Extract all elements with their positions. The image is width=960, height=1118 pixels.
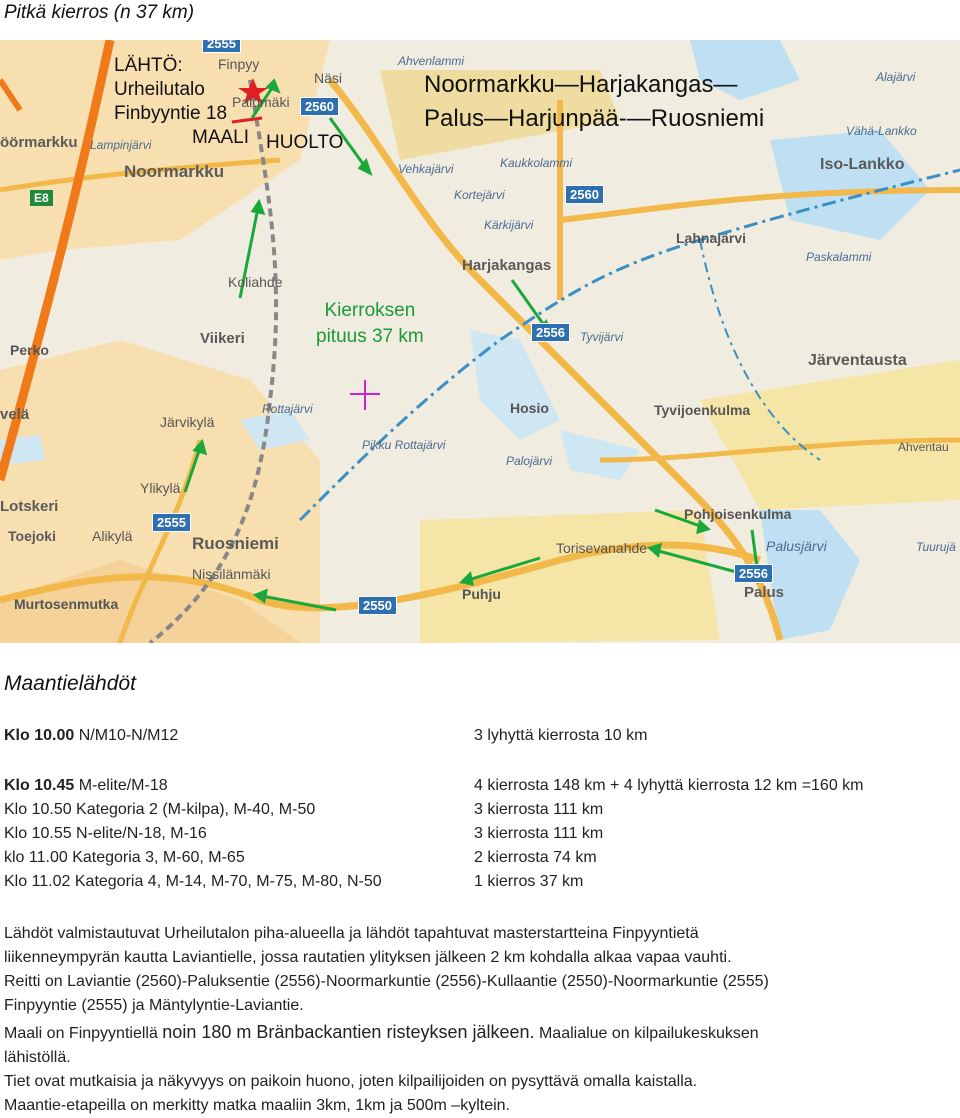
- road-shield-2555: 2555: [152, 513, 191, 532]
- schedule-class: M-elite/M-18: [74, 777, 168, 794]
- paragraph-line: Finpyyntie (2555) ja Mäntylyntie-Laviantie.: [4, 997, 304, 1014]
- place-alikyla: Alikylä: [92, 528, 133, 544]
- service-label: HUOLTO: [266, 132, 344, 153]
- place-finpyy: Finpyy: [218, 56, 260, 72]
- start-label-line3: Finbyyntie 18: [114, 103, 228, 124]
- route-title-line2: Palus—Harjunpää-—Ruosniemi: [424, 105, 765, 132]
- place-tuurujarvi: Tuurujä: [916, 540, 956, 554]
- schedule-distance: 2 kierrosta 74 km: [474, 849, 597, 866]
- schedule-row: [4, 801, 315, 819]
- schedule-time: Klo 10.50: [4, 801, 72, 818]
- place-lahnajarvi: Lahnajärvi: [676, 230, 747, 246]
- paragraph-line: Reitti on Laviantie (2560)-Paluksentie (2556)-Noormarkuntie (2556)-Kullaantie (2550)-Noormarkuntie (2555): [4, 973, 769, 990]
- place-karkijarvi: Kärkijärvi: [484, 218, 534, 232]
- place-jarventausta: Järventausta: [808, 352, 907, 369]
- place-torisevanahde: Torisevanahde: [556, 540, 648, 556]
- lap-length-line1: Kierroksen: [324, 300, 416, 321]
- place-pohjoisenkulma: Pohjoisenkulma: [684, 506, 792, 522]
- route-title: [424, 68, 764, 136]
- place-iso-lankko: Iso-Lankko: [820, 156, 905, 173]
- schedule-distance: 1 kierros 37 km: [474, 873, 584, 890]
- place-noormarkku: Noormarkku: [124, 162, 225, 181]
- place-lampinjarvi: Lampinjärvi: [90, 138, 152, 152]
- schedule-class: Kategoria 2 (M-kilpa), M-40, M-50: [71, 801, 316, 818]
- lap-length-line2: pituus 37 km: [316, 326, 424, 347]
- place-nissilanmaki: Nissilänmäki: [192, 566, 271, 582]
- place-palomaki: Palomäki: [232, 94, 290, 110]
- paragraph-line: Tiet ovat mutkaisia ja näkyvyys on paikoin huono, joten kilpailijoiden on pysyttävä omalla kaistalla.: [4, 1073, 698, 1090]
- start-label-line1: LÄHTÖ:: [114, 55, 183, 76]
- finish-text-2: noin 180 m Bränbackantien risteyksen jälkeen.: [162, 1022, 535, 1042]
- place-alajarvi: Alajärvi: [876, 70, 916, 84]
- road-shield-2560: 2560: [300, 97, 339, 116]
- place-vaha-lankko: Vähä-Lankko: [846, 124, 917, 138]
- place-oormarkku: öörmarkku: [0, 134, 78, 151]
- place-rottajarvi: Rottajärvi: [262, 402, 313, 416]
- start-label-line2: Urheilutalo: [114, 79, 205, 100]
- schedule-class: Kategoria 3, M-60, M-65: [67, 849, 245, 866]
- paragraph-route: [4, 970, 954, 1018]
- place-ylikyla: Ylikylä: [140, 480, 181, 496]
- place-vehkajarvi: Vehkajärvi: [398, 162, 454, 176]
- road-shield-2556: 2556: [531, 323, 570, 342]
- route-map: [0, 40, 960, 643]
- schedule-time: klo 11.00: [4, 849, 68, 866]
- place-toejoki: Toejoki: [8, 528, 56, 544]
- paragraph-line: liikenneympyrän kautta Laviantielle, jossa rautatien ylityksen jälkeen 2 km kohdalla alkaa vapaa vauhti.: [4, 949, 732, 966]
- schedule-row: [4, 727, 178, 745]
- paragraph-line: [4, 1020, 954, 1046]
- place-viikeri: Viikeri: [200, 330, 245, 347]
- place-palusjarvi: Palusjärvi: [766, 538, 827, 554]
- route-title-line1: Noormarkku—Harjakangas—: [424, 71, 738, 98]
- paragraph-line: Lähdöt valmistautuvat Urheilutalon piha-alueella ja lähdöt tapahtuvat masterstartteina Finpyyntietä: [4, 925, 699, 942]
- road-shield-2550: 2550: [358, 596, 397, 615]
- place-kortejarvi: Kortejärvi: [454, 188, 505, 202]
- place-pikku-rottajarvi: Pikku Rottajärvi: [362, 438, 446, 452]
- place-perko: Perko: [10, 342, 49, 358]
- schedule-row: [4, 777, 168, 795]
- place-jarvikyla: Järvikylä: [160, 414, 215, 430]
- section-title: Maantielähdöt: [4, 672, 136, 695]
- road-shield-2556: 2556: [734, 564, 773, 583]
- place-ahventaus: Ahventau: [898, 440, 949, 454]
- schedule-row: [4, 825, 207, 843]
- finish-text-1: Maali on Finpyyntiellä: [4, 1025, 163, 1042]
- paragraph-line: lähistöllä.: [4, 1049, 71, 1066]
- schedule-time: Klo 10.00: [4, 727, 75, 744]
- place-kaukkolammi: Kaukkolammi: [500, 156, 573, 170]
- place-nasi: Näsi: [314, 70, 343, 86]
- paragraph-roads: [4, 1070, 954, 1118]
- place-vela: velä: [0, 406, 30, 423]
- paragraph-finish: [4, 1020, 954, 1070]
- schedule-class: Kategoria 4, M-14, M-70, M-75, M-80, N-50: [70, 873, 382, 890]
- finish-text-3: Maalialue on kilpailukeskuksen: [534, 1025, 759, 1042]
- schedule-distance: 3 lyhyttä kierrosta 10 km: [474, 727, 648, 744]
- schedule-class: N-elite/N-18, M-16: [71, 825, 207, 842]
- place-murtosenmutka: Murtosenmutka: [14, 596, 119, 612]
- schedule-time: Klo 11.02: [4, 873, 71, 890]
- place-harjakangas: Harjakangas: [462, 257, 552, 274]
- finish-label: MAALI: [192, 127, 250, 148]
- place-paskalammi: Paskalammi: [806, 250, 872, 264]
- road-shield-2555: 2555: [202, 40, 241, 53]
- place-tyvijarvi: Tyvijärvi: [580, 330, 624, 344]
- paragraph-line: Maantie-etapeilla on merkitty matka maaliin 3km, 1km ja 500m –kyltein.: [4, 1097, 510, 1114]
- place-koliahde: Koliahde: [228, 274, 283, 290]
- schedule-row: [4, 849, 245, 867]
- road-shield-e8: E8: [30, 190, 53, 206]
- place-hosio: Hosio: [510, 400, 549, 416]
- lap-length-label: [316, 298, 424, 350]
- place-puhju: Puhju: [462, 586, 501, 602]
- place-ahvenlammi: Ahvenlammi: [398, 54, 465, 68]
- schedule-time: Klo 10.55: [4, 825, 72, 842]
- place-lotskeri: Lotskeri: [0, 498, 59, 515]
- road-shield-2560: 2560: [565, 185, 604, 204]
- start-label: [114, 54, 249, 150]
- schedule-distance: 3 kierrosta 111 km: [474, 825, 604, 842]
- schedule-distance: 3 kierrosta 111 km: [474, 801, 604, 818]
- place-tyvijoenkulma: Tyvijoenkulma: [654, 402, 751, 418]
- schedule-time: Klo 10.45: [4, 777, 75, 794]
- page-title: Pitkä kierros (n 37 km): [4, 2, 195, 23]
- schedule-row: [4, 873, 382, 891]
- schedule-distance: 4 kierrosta 148 km + 4 lyhyttä kierrosta 12 km =160 km: [474, 777, 864, 794]
- place-palus: Palus: [744, 584, 785, 601]
- paragraph-start: [4, 922, 954, 970]
- place-palojarvi: Palojärvi: [506, 454, 553, 468]
- place-ruosniemi: Ruosniemi: [192, 534, 279, 553]
- schedule-class: N/M10-N/M12: [74, 727, 179, 744]
